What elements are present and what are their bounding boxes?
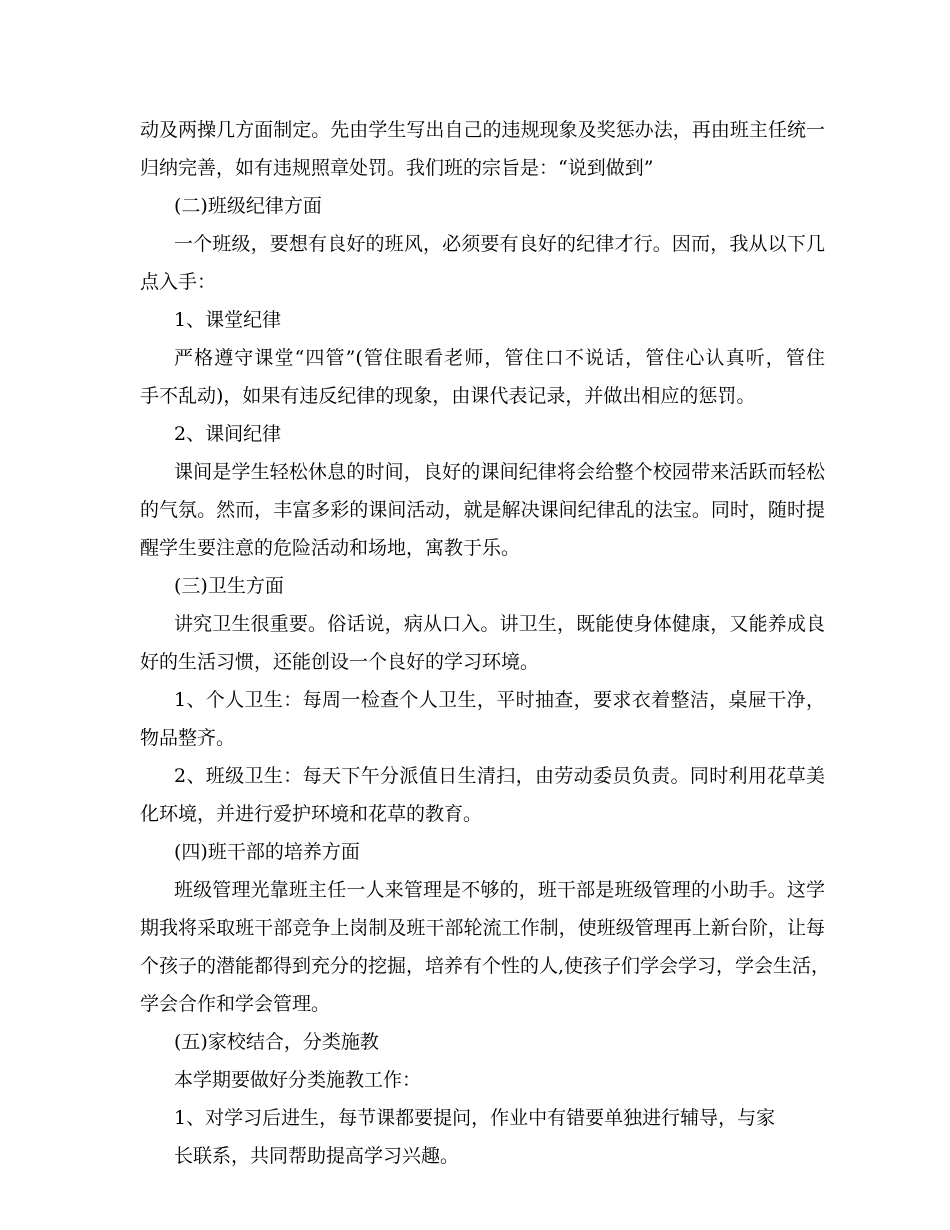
paragraph-line: 严格遵守课堂“四管”(管住眼看老师，管住口不说话，管住心认真听，管住	[174, 347, 825, 369]
paragraph-line: 化环境，并进行爱护环境和花草的教育。	[140, 803, 483, 825]
paragraph-line: 个孩子的潜能都得到充分的挖掘，培养有个性的人,使孩子们学会学习，学会生活，	[140, 955, 831, 977]
paragraph-line: 课间是学生轻松休息的时间，良好的课间纪律将会给整个校园带来活跃而轻松	[174, 461, 825, 483]
section-heading: (三)卫生方面	[174, 575, 284, 597]
paragraph-line: 1、对学习后进生，每节课都要提问，作业中有错要单独进行辅导，与家	[174, 1107, 776, 1129]
subsection-heading: 2、课间纪律	[174, 423, 282, 445]
paragraph-line: 长联系，共同帮助提高学习兴趣。	[174, 1145, 460, 1167]
paragraph-line: 手不乱动)，如果有违反纪律的现象，由课代表记录，并做出相应的惩罚。	[140, 385, 756, 407]
section-heading: (五)家校结合，分类施教	[174, 1031, 379, 1053]
paragraph-line: 班级管理光靠班主任一人来管理是不够的，班干部是班级管理的小助手。这学	[174, 879, 825, 901]
paragraph-line: 的气氛。然而，丰富多彩的课间活动，就是解决课间纪律乱的法宝。同时，随时提	[140, 499, 825, 521]
section-heading: (四)班干部的培养方面	[174, 841, 360, 863]
paragraph-line: 期我将采取班干部竞争上岗制及班干部轮流工作制，使班级管理再上新台阶，让每	[140, 917, 825, 939]
paragraph-line: 物品整齐。	[140, 727, 236, 749]
paragraph-line: 动及两操几方面制定。先由学生写出自己的违规现象及奖惩办法，再由班主任统一	[140, 119, 825, 141]
paragraph-line: 醒学生要注意的危险活动和场地，寓教于乐。	[140, 537, 521, 559]
paragraph-line: 好的生活习惯，还能创设一个良好的学习环境。	[140, 651, 540, 673]
paragraph-line: 1、个人卫生：每周一检查个人卫生，平时抽查，要求衣着整洁，桌屉干净，	[174, 689, 825, 711]
paragraph-line: 学会合作和学会管理。	[140, 993, 331, 1015]
paragraph-line: 本学期要做好分类施教工作：	[174, 1069, 422, 1091]
paragraph-line: 2、班级卫生：每天下午分派值日生清扫，由劳动委员负责。同时利用花草美	[174, 765, 825, 787]
paragraph-line: 讲究卫生很重要。俗话说，病从口入。讲卫生，既能使身体健康，又能养成良	[174, 613, 825, 635]
paragraph-line: 点入手：	[140, 271, 217, 293]
section-heading: (二)班级纪律方面	[174, 195, 322, 217]
subsection-heading: 1、课堂纪律	[174, 309, 282, 331]
paragraph-line: 一个班级，要想有良好的班风，必须要有良好的纪律才行。因而，我从以下几	[174, 233, 825, 255]
paragraph-line: 归纳完善，如有违规照章处罚。我们班的宗旨是：“说到做到”	[140, 157, 654, 179]
